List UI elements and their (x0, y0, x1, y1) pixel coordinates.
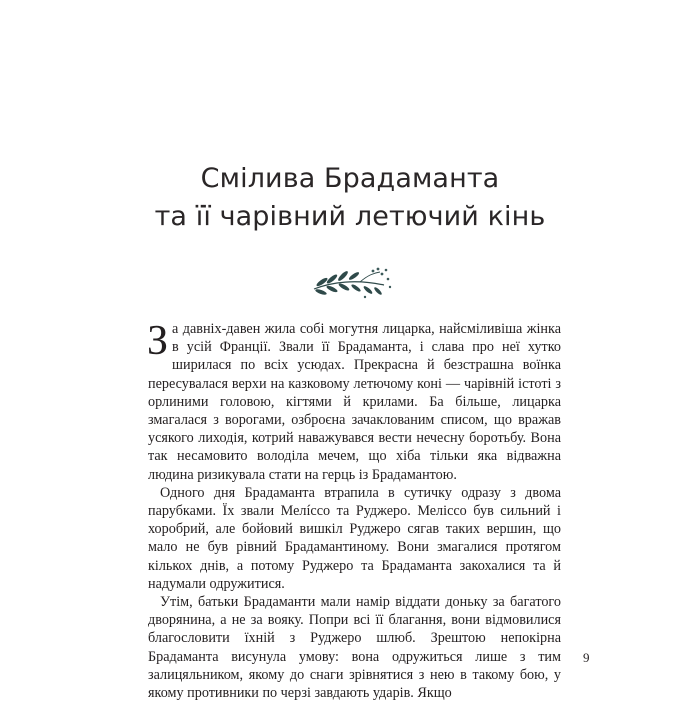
paragraph-2: Одного дня Брадаманта втрапила в сутичку одразу з двома парубками. Їх звали Мелíссо та Руджеро. Меліссо був сильний і хоробрий, але бойовий вишкіл Руджеро сягав таких вершин, що мало не був рівний Брадамантиному. Вони змагалися протягом кількох днів, а потому Руджеро та Брадаманта закохалися та й надумали одружитися. (148, 484, 561, 592)
paragraph-1 (148, 320, 561, 484)
title-line-2: та її чарівний летючий кінь (154, 201, 546, 232)
story-text (148, 320, 561, 702)
paragraph-3: Утім, батьки Брадаманти мали намір віддати доньку за багатого дворянина, а не за вояку. Попри всі її благання, вони відмовилися благословити їхній з Руджеро шлюб. Зрештою непокірна Брадаманта висунула умову: вона одружиться лише з тим залицяльником, якому до снаги зрівнятися з нею в такому бою, у якому противники по черзі завдають ударів. Якщо (148, 594, 561, 702)
drop-cap-letter: З (147, 318, 169, 364)
paragraph-1-text: а давніх-давен жила собі могутня лицарка, найсміливіша жінка в усій Франції. Звали її Брадаманта, і слава про неї хутко ширилася по всіх усюдах. Прекрасна й безстрашна воїнка пересувалася верхи на казковому летючому коні — чарівній істоті з орлиними головою, кігтями й крилами. Ба більше, лицарка змагалася з ворогами, озброєна зачаклованим списом, що вражав усякого лиходія, котрий наважувався вести нечесну боротьбу. Вона так несамовито володіла мечем, що хіба тільки яка відважна людина ризикувала стати на герць із Брадамантою. (148, 321, 561, 483)
page-number: 9 (583, 650, 590, 665)
title-line-1: Смілива Брадаманта (200, 163, 500, 194)
olive-branch-icon (308, 265, 396, 305)
page-title (0, 160, 700, 236)
